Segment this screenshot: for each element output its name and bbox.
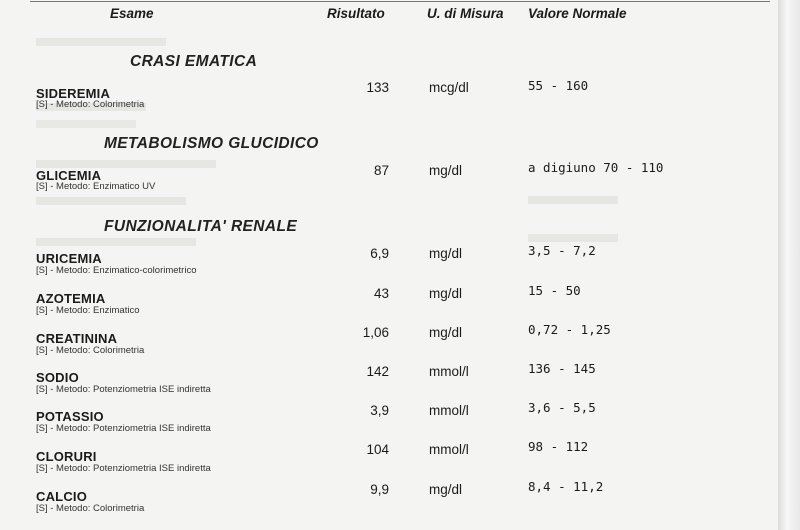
exam-name: POTASSIO	[36, 409, 104, 424]
bleed-through-text	[528, 196, 618, 204]
bleed-through-text	[36, 238, 196, 246]
exam-unit: mmol/l	[429, 403, 469, 418]
exam-normal-range: 15 - 50	[528, 283, 581, 298]
bleed-through-text	[36, 197, 186, 205]
exam-method: [S] - Metodo: Enzimatico-colorimetrico	[36, 265, 197, 276]
column-header-unit: U. di Misura	[427, 6, 504, 21]
exam-name: GLICEMIA	[36, 168, 102, 183]
exam-result: 9,9	[370, 482, 389, 497]
exam-method: [S] - Metodo: Colorimetria	[36, 99, 145, 110]
exam-name: SIDEREMIA	[36, 86, 111, 101]
exam-unit: mg/dl	[429, 246, 463, 261]
section-title-metabolismo-glucidico: METABOLISMO GLUCIDICO	[104, 135, 319, 152]
exam-name: AZOTEMIA	[36, 291, 106, 306]
section-title-funzionalita-renale: FUNZIONALITA' RENALE	[104, 218, 298, 235]
exam-name: CALCIO	[36, 489, 88, 504]
bleed-through-text	[36, 160, 216, 168]
exam-unit: mg/dl	[429, 163, 463, 178]
exam-result: 43	[373, 286, 389, 301]
exam-method: [S] - Metodo: Colorimetria	[36, 345, 145, 356]
exam-result: 3,9	[370, 403, 389, 418]
exam-method: [S] - Metodo: Potenziometria ISE indiretta	[36, 463, 211, 474]
exam-result: 104	[366, 442, 389, 457]
exam-unit: mcg/dl	[429, 80, 469, 95]
exam-normal-range: 8,4 - 11,2	[528, 479, 604, 494]
exam-result: 1,06	[362, 325, 389, 340]
exam-method: [S] - Metodo: Potenziometria ISE indiretta	[36, 423, 211, 434]
exam-unit: mg/dl	[429, 286, 463, 301]
exam-name: CLORURI	[36, 449, 97, 464]
exam-name: SODIO	[36, 370, 79, 385]
bleed-through-text	[36, 120, 136, 128]
exam-unit: mg/dl	[429, 325, 463, 340]
exam-normal-range: 98 - 112	[528, 439, 589, 454]
exam-normal-range: a digiuno 70 - 110	[528, 160, 664, 175]
exam-method: [S] - Metodo: Enzimatico	[36, 305, 140, 316]
exam-result: 133	[366, 80, 389, 95]
exam-name: CREATININA	[36, 331, 118, 346]
column-header-result: Risultato	[327, 6, 385, 21]
header-rule	[30, 1, 770, 2]
exam-unit: mg/dl	[429, 482, 463, 497]
bleed-through-text	[36, 38, 166, 46]
page-edge	[778, 0, 800, 530]
exam-result: 6,9	[370, 246, 389, 261]
column-header-normal: Valore Normale	[528, 6, 627, 21]
exam-result: 87	[373, 163, 389, 178]
exam-normal-range: 3,6 - 5,5	[528, 400, 596, 415]
exam-method: [S] - Metodo: Enzimatico UV	[36, 181, 156, 192]
exam-normal-range: 3,5 - 7,2	[528, 243, 596, 258]
exam-normal-range: 136 - 145	[528, 361, 596, 376]
exam-method: [S] - Metodo: Potenziometria ISE indiretta	[36, 384, 211, 395]
column-header-exam: Esame	[110, 6, 154, 21]
exam-method: [S] - Metodo: Colorimetria	[36, 503, 145, 514]
exam-unit: mmol/l	[429, 442, 469, 457]
exam-unit: mmol/l	[429, 364, 469, 379]
section-title-crasi-ematica: CRASI EMATICA	[130, 53, 258, 70]
exam-name: URICEMIA	[36, 251, 102, 266]
exam-normal-range: 55 - 160	[528, 78, 589, 93]
bleed-through-text	[528, 234, 618, 242]
exam-result: 142	[366, 364, 389, 379]
exam-normal-range: 0,72 - 1,25	[528, 322, 611, 337]
